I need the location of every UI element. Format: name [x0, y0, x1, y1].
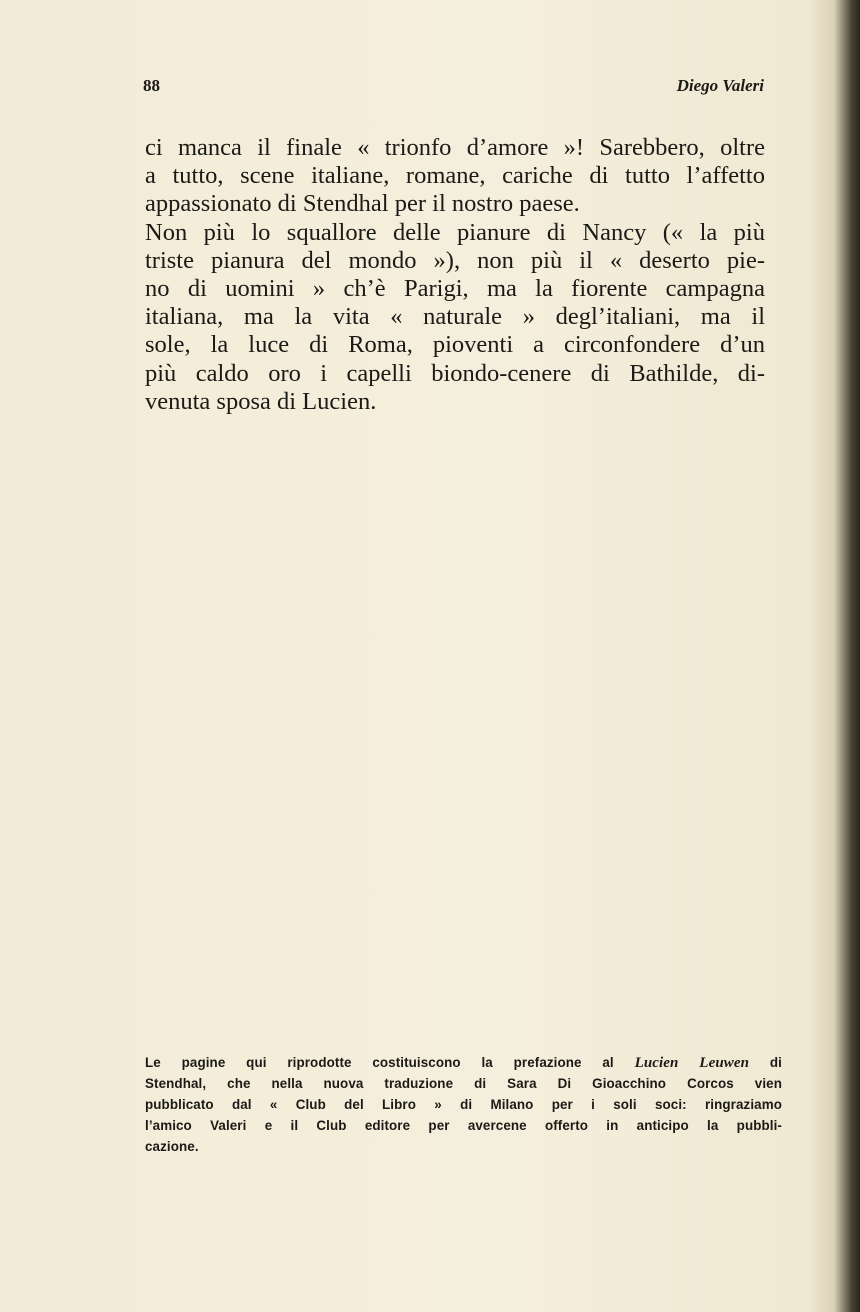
footnote-line: Stendhal, che nella nuova traduzione di Sara Di Gioacchino Corcos vien: [145, 1076, 782, 1091]
footnote-line: [145, 1052, 782, 1073]
body-line: appassionato di Stendhal per il nostro paese.: [145, 190, 580, 218]
running-header-author: Diego Valeri: [676, 76, 764, 95]
book-title: Lucien Leuwen: [634, 1055, 750, 1071]
body-line: Non più lo squallore delle pianure di Nancy (« la più: [145, 218, 765, 246]
body-line: no di uomini » ch’è Parigi, ma la fiorente campagna: [145, 274, 765, 302]
footnote-line: cazione.: [145, 1139, 199, 1154]
body-line: sole, la luce di Roma, pioventi a circonfondere d’un: [145, 331, 765, 359]
footnote-text: di: [769, 1055, 782, 1070]
footnote-line: pubblicato dal « Club del Libro » di Milano per i soli soci: ringraziamo: [145, 1097, 782, 1112]
page-number: 88: [143, 76, 160, 95]
body-line: ci manca il finale « trionfo d’amore »! Sarebbero, oltre: [145, 134, 765, 161]
footnote: [145, 1052, 782, 1157]
body-line: venuta sposa di Lucien.: [145, 387, 377, 415]
body-line: a tutto, scene italiane, romane, cariche di tutto l’affetto: [145, 162, 765, 190]
body-line: italiana, ma la vita « naturale » degl’italiani, ma il: [145, 303, 765, 331]
footnote-text: Le pagine qui riprodotte costituiscono la prefazione al: [145, 1055, 614, 1070]
body-line: triste pianura del mondo »), non più il « deserto pie-: [145, 246, 765, 274]
footnote-line: l’amico Valeri e il Club editore per avercene offerto in anticipo la pubbli-: [145, 1118, 782, 1133]
body-text: [145, 134, 765, 416]
body-line: più caldo oro i capelli biondo-cenere di Bathilde, di-: [145, 359, 765, 387]
